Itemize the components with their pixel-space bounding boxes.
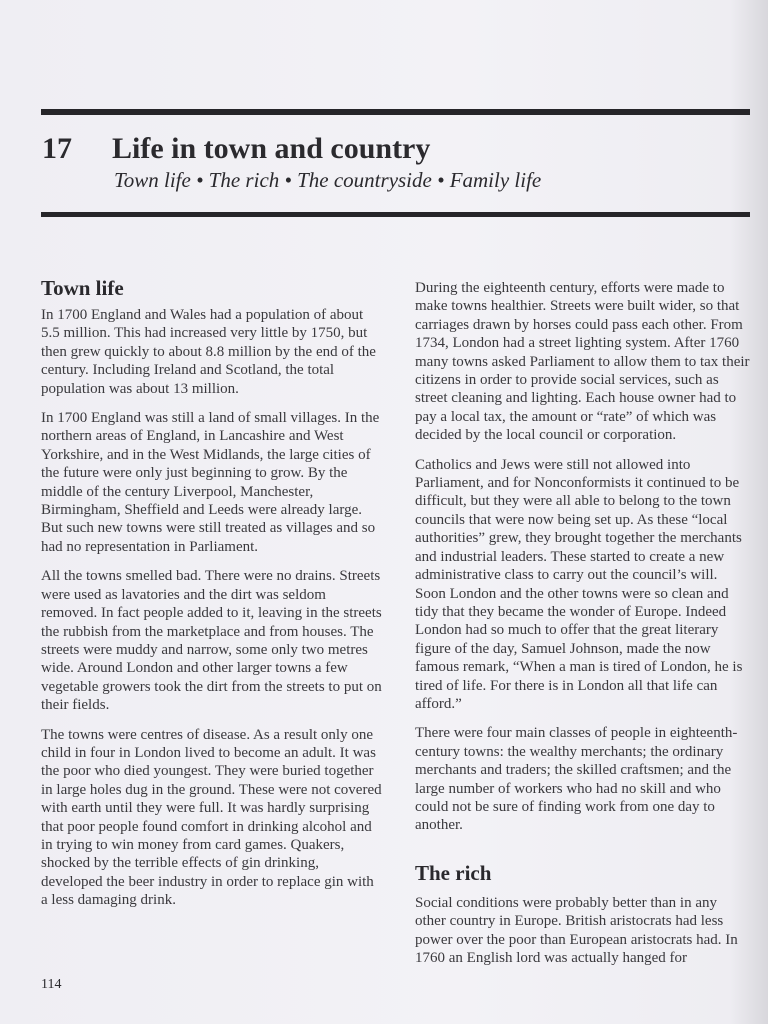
page-number: 114 (41, 977, 62, 992)
paragraph: In 1700 England and Wales had a population of about 5.5 million. This had increased very little by 1750, but then grew quickly to about 8.8 million by the end of the century. Including Ireland and Scotland, the total population was about 13 million. (41, 307, 376, 397)
left-column (41, 306, 382, 921)
chapter-title: Life in town and country (112, 132, 431, 165)
section-heading-the-rich: The rich (415, 861, 492, 885)
paragraph: There were four main classes of people in eighteenth-century towns: the wealthy merchants; the ordinary merchants and traders; the skilled craftsmen; and the large number of workers who had no skill and who could not be sure of finding work from one day to another. (415, 725, 738, 834)
header-rule-bottom (41, 212, 750, 217)
chapter-subtitle: Town life • The rich • The countryside • Family life (114, 168, 542, 192)
paragraph: In 1700 England was still a land of small villages. In the northern areas of England, in Lancashire and West Yorkshire, and in the West Midlands, the large cities of the future were only just beginning to grow. By the middle of the century Liverpool, Manchester, Birmingham, Sheffield and Leeds were already large. But such new towns were still treated as villages and so had no representation in Parliament. (41, 410, 380, 555)
paragraph: Catholics and Jews were still not allowed into Parliament, and for Nonconformists it continued to be difficult, but they were all able to belong to the town councils that were now being set up. As these “local authorities” grew, they brought together the merchants and industrial leaders. These started to create a new administrative class to carry out the council’s will. Soon London and the other towns were so clean and tidy that they became the wonder of Europe. Indeed London had so much to offer that the great literary figure of the day, Samuel Johnson, made the now famous remark, “When a man is tired of London, he is tired of life. For there is in London all that life can afford.” (415, 456, 743, 712)
header-rule-top (41, 109, 750, 115)
paragraph: During the eighteenth century, efforts were made to make towns healthier. Streets were built wider, so that carriages drawn by horses could pass each other. From 1734, London had a street lighting system. After 1760 many towns asked Parliament to allow them to tax their citizens in order to provide social services, such as street cleaning and lighting. Each house owner had to pay a local tax, the amount or “rate” of which was decided by the local council or corporation. (415, 280, 750, 444)
section-heading-town-life: Town life (41, 276, 124, 300)
paragraph: The towns were centres of disease. As a result only one child in four in London lived to become an adult. It was the poor who died youngest. They were buried together in large holes dug in the ground. These were not covered with earth until they were full. It was hardly surprising that poor people found comfort in drinking alcohol and in trying to win money from card games. Quakers, shocked by the terrible effects of gin drinking, developed the beer industry in order to replace gin with a less damaging drink. (41, 726, 382, 909)
right-column (415, 279, 751, 846)
paragraph: All the towns smelled bad. There were no drains. Streets were used as lavatories and the dirt was seldom removed. In fact people added to it, leaving in the streets the rubbish from the marketplace and from houses. The streets were muddy and narrow, some only two metres wide. Around London and other larger towns a few vegetable growers took the dirt from the streets to put on their fields. (41, 568, 382, 714)
paragraph: Social conditions were probably better than in any other country in Europe. British aristocrats had less power over the poor than European aristocrats had. In 1760 an English lord was actually hanged for (415, 895, 738, 967)
right-column-rich (415, 894, 751, 979)
chapter-number: 17 (42, 132, 72, 165)
